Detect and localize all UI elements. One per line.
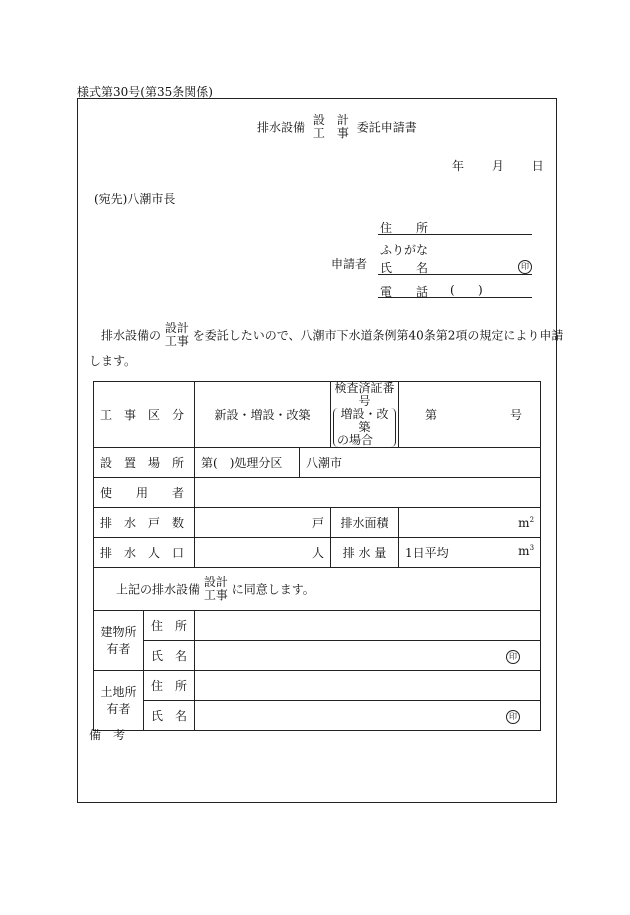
inspection-bracket xyxy=(333,408,396,447)
applicant-phone-label: 電 話 xyxy=(380,285,429,299)
statement-stack xyxy=(165,322,189,348)
application-table xyxy=(93,381,541,731)
date-day: 日 xyxy=(531,159,544,173)
land-owner-line1: 土地所 xyxy=(100,684,137,699)
consent-suffix: に同意します。 xyxy=(231,582,315,597)
population-field[interactable]: 人 xyxy=(195,538,331,568)
volume-unit: m xyxy=(518,544,530,558)
table-row xyxy=(94,508,541,538)
drainage-area-label: 排水面積 xyxy=(331,508,399,538)
statement-suffix: を委託したいので、八潮市下水道条例第40条第2項の規定により申請 xyxy=(192,328,564,343)
inspection-sub2: の場合 xyxy=(337,433,374,447)
applicant-seal-icon: 印 xyxy=(518,260,532,274)
consent-prefix: 上記の排水設備 xyxy=(116,582,201,597)
table-row xyxy=(94,538,541,568)
date-year: 年 xyxy=(452,159,465,173)
statement-design: 設計 xyxy=(164,321,189,335)
user-label: 使 用 者 xyxy=(94,478,195,508)
daily-average-label: 1日平均 xyxy=(405,546,449,560)
building-owner-line2: 有者 xyxy=(106,641,131,656)
building-owner-name-field[interactable] xyxy=(195,641,541,671)
area-exponent: 2 xyxy=(529,515,535,524)
table-row xyxy=(94,641,541,671)
form-title xyxy=(257,114,417,140)
title-stack xyxy=(313,114,349,140)
addressee: (宛先)八潮市長 xyxy=(94,192,176,206)
consent-stack xyxy=(204,576,228,602)
construction-type-value[interactable]: 新設・増設・改築 xyxy=(195,382,331,448)
table-row xyxy=(94,478,541,508)
construction-type-label: 工 事 区 分 xyxy=(94,382,195,448)
table-row xyxy=(94,671,541,701)
request-statement xyxy=(101,322,563,348)
applicant-name-label: 氏 名 xyxy=(380,261,429,275)
land-owner-line2: 有者 xyxy=(106,701,131,716)
area-unit: m xyxy=(518,515,530,530)
land-owner-address-label: 住 所 xyxy=(144,671,195,701)
building-owner-seal-icon: 印 xyxy=(506,650,520,664)
building-owner-address-label: 住 所 xyxy=(144,611,195,641)
table-row xyxy=(94,611,541,641)
treatment-district-field[interactable]: 第( )処理分区 xyxy=(195,448,300,478)
consent-design: 設計 xyxy=(203,575,228,589)
phone-underline xyxy=(378,297,532,298)
building-owner-label xyxy=(94,611,144,671)
statement-line2: します。 xyxy=(89,354,137,368)
location-label: 設 置 場 所 xyxy=(94,448,195,478)
date-month: 月 xyxy=(491,159,504,173)
household-count-label: 排 水 戸 数 xyxy=(94,508,195,538)
drainage-area-field[interactable] xyxy=(399,508,541,538)
land-owner-name-field[interactable] xyxy=(195,701,541,731)
building-owner-name-label: 氏 名 xyxy=(144,641,195,671)
title-suffix: 委託申請書 xyxy=(356,120,417,135)
table-row xyxy=(94,448,541,478)
number-prefix: 第 xyxy=(425,408,438,422)
phone-paren-open: ( xyxy=(450,283,455,297)
applicant-furigana-label: ふりがな xyxy=(380,243,429,257)
title-prefix: 排水設備 xyxy=(257,120,306,135)
land-owner-name-label: 氏 名 xyxy=(144,701,195,731)
table-row xyxy=(94,382,541,448)
user-field[interactable] xyxy=(195,478,541,508)
land-owner-seal-icon: 印 xyxy=(506,710,520,724)
form-number-label: 様式第30号(第35条関係) xyxy=(77,85,213,99)
population-label: 排 水 人 口 xyxy=(94,538,195,568)
consent-statement xyxy=(94,568,541,611)
table-row xyxy=(94,701,541,731)
drainage-volume-field[interactable] xyxy=(399,538,541,568)
title-construction: 工 事 xyxy=(312,126,349,140)
applicant-label: 申請者 xyxy=(331,257,368,271)
location-city-field[interactable]: 八潮市 xyxy=(300,448,541,478)
inspection-number-field[interactable] xyxy=(399,382,541,448)
date-line xyxy=(452,157,544,174)
volume-exponent: 3 xyxy=(529,544,535,552)
land-owner-label xyxy=(94,671,144,731)
table-row xyxy=(94,568,541,611)
phone-paren-close: ) xyxy=(478,283,483,297)
statement-construction: 工事 xyxy=(164,334,189,348)
household-count-field[interactable]: 戸 xyxy=(195,508,331,538)
inspection-number-label xyxy=(331,382,399,448)
statement-prefix: 排水設備の xyxy=(101,328,162,343)
number-suffix: 号 xyxy=(510,408,523,422)
drainage-volume-label: 排 水 量 xyxy=(331,538,399,568)
inspection-label: 検査済証番号 xyxy=(334,381,395,408)
address-underline xyxy=(378,234,532,235)
name-underline xyxy=(378,274,532,275)
consent-construction: 工事 xyxy=(203,588,228,602)
remarks-label: 備 考 xyxy=(89,728,126,742)
applicant-address-label: 住 所 xyxy=(380,221,429,235)
inspection-sub1: 増設・改築 xyxy=(340,407,389,434)
building-owner-line1: 建物所 xyxy=(100,624,137,639)
land-owner-address-field[interactable] xyxy=(195,671,541,701)
building-owner-address-field[interactable] xyxy=(195,611,541,641)
title-design: 設 計 xyxy=(312,113,349,127)
